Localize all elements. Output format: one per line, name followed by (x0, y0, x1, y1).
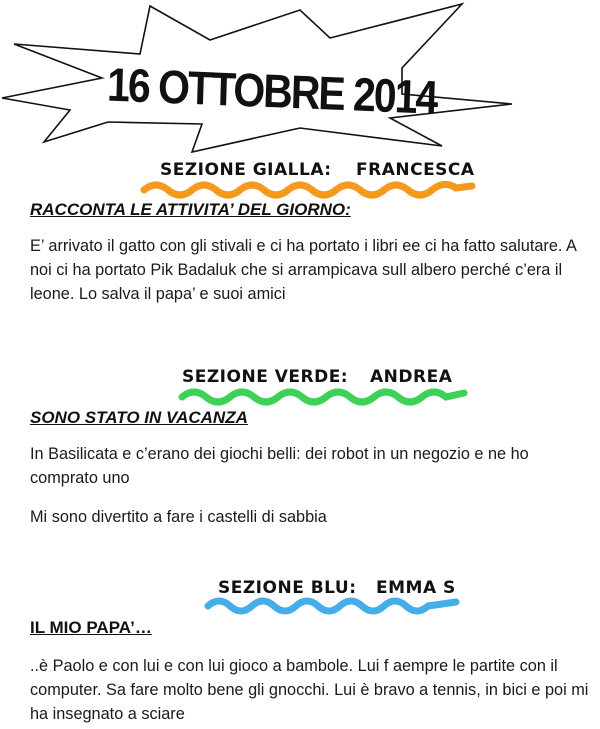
section-gialla-paragraph: E’ arrivato il gatto con gli stivali e ci ha portato i libri ee ci ha fatto salutare. A noi ci ha portato Pik Badaluk che si arrampicava sull albero perché c’era il leone. Lo salva il papa’ e suoi amici (30, 237, 577, 303)
section-blu-paragraph: ..è Paolo e con lui e con lui gioco a bambole. Lui f aempre le partite con il computer. Sa fare molto bene gli gnocchi. Lui è bravo a tennis, in bici e poi mi ha insegnato a sciare (30, 657, 589, 723)
section-verde-label: SEZIONE VERDE: (182, 367, 349, 387)
section-verde-paragraph-2: Mi sono divertito a fare i castelli di sabbia (30, 508, 327, 526)
section-verde-title: SONO STATO IN VACANZA (30, 408, 248, 427)
section-verde-name: ANDREA (370, 367, 453, 387)
section-gialla-title-text: RACCONTA LE ATTIVITA’ DEL GIORNO (30, 200, 346, 219)
section-blu-name: EMMA S (376, 578, 456, 598)
section-blu-label: SEZIONE BLU: (218, 578, 357, 598)
section-gialla-title-colon: : (345, 200, 351, 219)
section-verde-header (182, 367, 453, 387)
section-blu-title: IL MIO PAPA’… (30, 618, 152, 637)
page-title-date: 16 OTTOBRE 2014 (106, 58, 438, 125)
blue-wave-underline (202, 594, 462, 622)
section-gialla-name: FRANCESCA (356, 160, 475, 180)
section-gialla-label: SEZIONE GIALLA: (160, 160, 332, 180)
section-verde-paragraph-1: In Basilicata e c’erano dei giochi belli: dei robot in un negozio e ne ho comprato uno (30, 445, 529, 487)
section-gialla-title (30, 200, 351, 220)
